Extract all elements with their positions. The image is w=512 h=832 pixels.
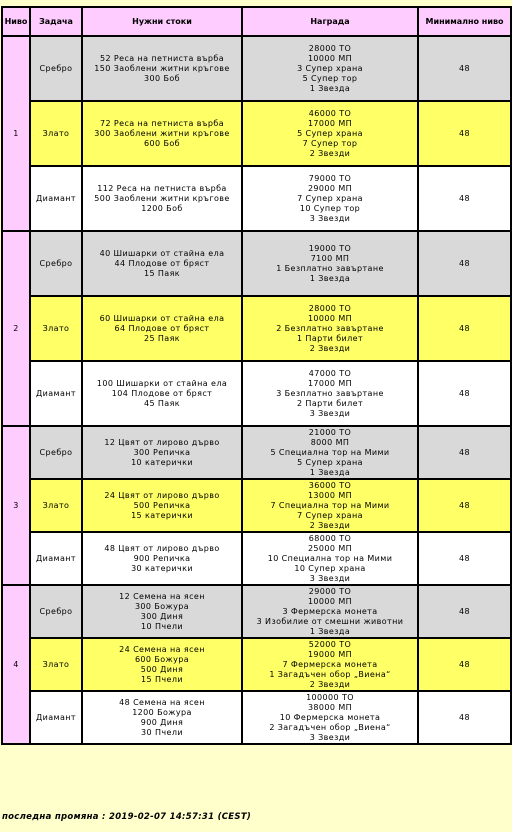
reward-line: 3 Супер храна: [297, 63, 363, 73]
goods-line: 30 Пчели: [141, 727, 183, 737]
reward-line: 3 Звезди: [309, 213, 351, 223]
reward-line: 7100 МП: [310, 253, 350, 263]
min-level-cell: 48: [418, 361, 511, 426]
reward-line: 10 Фермерска монета: [279, 712, 381, 722]
reward-line: 10 Специална тор на Мими: [267, 553, 393, 563]
reward-line: 3 Звезди: [309, 732, 351, 742]
task-cell: Диамант: [30, 166, 82, 231]
reward-line: 47000 ТО: [308, 368, 352, 378]
reward-line: 2 Звезди: [309, 343, 351, 353]
table-row: [2, 426, 511, 479]
reward-line: 8000 МП: [310, 437, 350, 447]
reward-line: 3 Изобилие от смешни животни: [256, 616, 404, 626]
reward-line: 1 Звезда: [309, 273, 351, 283]
task-cell: Злато: [30, 479, 82, 532]
table-row: [2, 166, 511, 231]
goods-line: 300 Диня: [140, 611, 184, 621]
goods-line: 150 Заоблени житни кръгове: [94, 63, 230, 73]
reward-line: 25000 МП: [307, 543, 353, 553]
goods-line: 24 Семена на ясен: [119, 644, 205, 654]
min-level-cell: 48: [418, 231, 511, 296]
table-row: [2, 36, 511, 101]
header-task: Задача: [30, 7, 82, 36]
reward-line: 2 Безплатно завъртане: [276, 323, 384, 333]
header-reward: Награда: [242, 7, 418, 36]
required-goods-cell: [82, 36, 242, 101]
quest-table-body: [2, 36, 511, 744]
goods-line: 30 катерички: [131, 563, 193, 573]
goods-line: 48 Цвят от лирово дърво: [104, 543, 220, 553]
min-level-cell: 48: [418, 585, 511, 638]
reward-line: 19000 МП: [307, 649, 353, 659]
reward-cell: [242, 36, 418, 101]
goods-line: 104 Плодове от бряст: [111, 388, 213, 398]
min-level-cell: 48: [418, 36, 511, 101]
goods-line: 60 Шишарки от стайна ела: [99, 313, 225, 323]
reward-line: 7 Супер тор: [302, 138, 358, 148]
level-cell: 1: [2, 36, 30, 231]
task-cell: Злато: [30, 638, 82, 691]
goods-line: 10 Пчели: [141, 621, 183, 631]
reward-line: 1 Звезда: [309, 626, 351, 636]
goods-line: 900 Диня: [140, 717, 184, 727]
level-cell: 2: [2, 231, 30, 426]
goods-line: 15 Паяк: [143, 268, 181, 278]
table-row: [2, 101, 511, 166]
task-cell: Диамант: [30, 691, 82, 744]
task-cell: Сребро: [30, 36, 82, 101]
reward-line: 3 Безплатно завъртане: [276, 388, 384, 398]
reward-line: 13000 МП: [307, 490, 353, 500]
goods-line: 300 Боб: [144, 73, 180, 83]
goods-line: 15 Пчели: [141, 674, 183, 684]
reward-cell: [242, 426, 418, 479]
task-cell: Сребро: [30, 585, 82, 638]
level-cell: 3: [2, 426, 30, 585]
reward-line: 79000 ТО: [308, 173, 352, 183]
reward-cell: [242, 231, 418, 296]
table-row: [2, 361, 511, 426]
reward-line: 28000 ТО: [308, 303, 352, 313]
goods-line: 72 Реса на петниста върба: [99, 118, 224, 128]
required-goods-cell: [82, 638, 242, 691]
required-goods-cell: [82, 296, 242, 361]
goods-line: 600 Божура: [134, 654, 190, 664]
goods-line: 300 Репичка: [133, 447, 191, 457]
table-row: [2, 585, 511, 638]
goods-line: 12 Семена на ясен: [119, 591, 205, 601]
goods-line: 500 Диня: [140, 664, 184, 674]
task-cell: Сребро: [30, 426, 82, 479]
reward-line: 1 Парти билет: [296, 333, 364, 343]
goods-line: 500 Заоблени житни кръгове: [94, 193, 230, 203]
required-goods-cell: [82, 101, 242, 166]
min-level-cell: 48: [418, 296, 511, 361]
reward-cell: [242, 585, 418, 638]
reward-line: 5 Специална тор на Мими: [270, 447, 390, 457]
min-level-cell: 48: [418, 532, 511, 585]
table-row: [2, 691, 511, 744]
required-goods-cell: [82, 691, 242, 744]
reward-line: 68000 ТО: [308, 533, 352, 543]
goods-line: 25 Паяк: [143, 333, 181, 343]
reward-line: 100000 ТО: [306, 692, 354, 702]
goods-line: 100 Шишарки от стайна ела: [96, 378, 228, 388]
reward-line: 2 Загадъчен обор „Виена“: [269, 722, 391, 732]
min-level-cell: 48: [418, 479, 511, 532]
goods-line: 112 Реса на петниста върба: [97, 183, 227, 193]
goods-line: 300 Заоблени житни кръгове: [94, 128, 230, 138]
reward-line: 10000 МП: [307, 313, 353, 323]
reward-line: 5 Супер тор: [302, 73, 358, 83]
goods-line: 44 Плодове от бряст: [114, 258, 210, 268]
reward-cell: [242, 296, 418, 361]
reward-line: 46000 ТО: [308, 108, 352, 118]
reward-line: 10 Супер храна: [294, 563, 366, 573]
quest-table: [1, 6, 512, 745]
reward-line: 2 Парти билет: [296, 398, 364, 408]
min-level-cell: 48: [418, 426, 511, 479]
goods-line: 600 Боб: [144, 138, 180, 148]
task-cell: Злато: [30, 296, 82, 361]
goods-line: 40 Шишарки от стайна ела: [99, 248, 225, 258]
reward-line: 10 Супер тор: [299, 203, 361, 213]
goods-line: 1200 Божура: [132, 707, 192, 717]
min-level-cell: 48: [418, 166, 511, 231]
reward-line: 17000 МП: [307, 378, 353, 388]
task-cell: Диамант: [30, 361, 82, 426]
table-row: [2, 296, 511, 361]
table-header-row: [2, 7, 511, 36]
goods-line: 45 Паяк: [143, 398, 181, 408]
reward-cell: [242, 361, 418, 426]
header-level: Ниво: [2, 7, 30, 36]
table-row: [2, 638, 511, 691]
reward-line: 3 Звезди: [309, 573, 351, 583]
reward-line: 1 Загадъчен обор „Виена“: [269, 669, 391, 679]
reward-line: 1 Звезда: [309, 467, 351, 477]
table-row: [2, 479, 511, 532]
reward-line: 3 Фермерска монета: [282, 606, 378, 616]
reward-line: 21000 ТО: [308, 427, 352, 437]
table-row: [2, 532, 511, 585]
goods-line: 12 Цвят от лирово дърво: [104, 437, 220, 447]
goods-line: 52 Реса на петниста върба: [99, 53, 224, 63]
required-goods-cell: [82, 532, 242, 585]
task-cell: Злато: [30, 101, 82, 166]
reward-line: 5 Супер храна: [297, 128, 363, 138]
level-cell: 4: [2, 585, 30, 744]
goods-line: 64 Плодове от бряст: [114, 323, 210, 333]
reward-line: 28000 ТО: [308, 43, 352, 53]
header-min-level: Минимално ниво: [418, 7, 511, 36]
reward-cell: [242, 101, 418, 166]
reward-line: 29000 МП: [307, 183, 353, 193]
table-row: [2, 231, 511, 296]
reward-cell: [242, 638, 418, 691]
last-modified-footer: последна промяна : 2019-02-07 14:57:31 (CEST): [2, 812, 252, 822]
task-cell: Сребро: [30, 231, 82, 296]
goods-line: 24 Цвят от лирово дърво: [104, 490, 220, 500]
reward-line: 19000 ТО: [308, 243, 352, 253]
required-goods-cell: [82, 166, 242, 231]
goods-line: 500 Репичка: [133, 500, 191, 510]
required-goods-cell: [82, 585, 242, 638]
reward-line: 7 Супер храна: [297, 193, 363, 203]
min-level-cell: 48: [418, 691, 511, 744]
reward-line: 2 Звезди: [309, 520, 351, 530]
required-goods-cell: [82, 426, 242, 479]
goods-line: 1200 Боб: [141, 203, 183, 213]
reward-line: 38000 МП: [307, 702, 353, 712]
min-level-cell: 48: [418, 101, 511, 166]
goods-line: 300 Божура: [134, 601, 190, 611]
reward-line: 7 Специална тор на Мими: [270, 500, 390, 510]
goods-line: 15 катерички: [131, 510, 193, 520]
reward-cell: [242, 532, 418, 585]
reward-line: 2 Звезди: [309, 148, 351, 158]
required-goods-cell: [82, 361, 242, 426]
goods-line: 900 Репичка: [133, 553, 191, 563]
goods-line: 48 Семена на ясен: [119, 697, 205, 707]
reward-line: 2 Звезди: [309, 679, 351, 689]
reward-line: 1 Звезда: [309, 83, 351, 93]
reward-line: 7 Супер храна: [297, 510, 363, 520]
reward-line: 7 Фермерска монета: [282, 659, 378, 669]
reward-line: 10000 МП: [307, 596, 353, 606]
reward-cell: [242, 479, 418, 532]
reward-line: 29000 ТО: [308, 586, 352, 596]
reward-line: 1 Безплатно завъртане: [276, 263, 384, 273]
reward-line: 52000 ТО: [308, 639, 352, 649]
required-goods-cell: [82, 231, 242, 296]
reward-line: 17000 МП: [307, 118, 353, 128]
reward-line: 5 Супер храна: [297, 457, 363, 467]
reward-cell: [242, 166, 418, 231]
reward-line: 36000 ТО: [308, 480, 352, 490]
min-level-cell: 48: [418, 638, 511, 691]
reward-line: 3 Звезди: [309, 408, 351, 418]
required-goods-cell: [82, 479, 242, 532]
goods-line: 10 катерички: [131, 457, 193, 467]
reward-cell: [242, 691, 418, 744]
reward-line: 10000 МП: [307, 53, 353, 63]
header-required-goods: Нужни стоки: [82, 7, 242, 36]
task-cell: Диамант: [30, 532, 82, 585]
